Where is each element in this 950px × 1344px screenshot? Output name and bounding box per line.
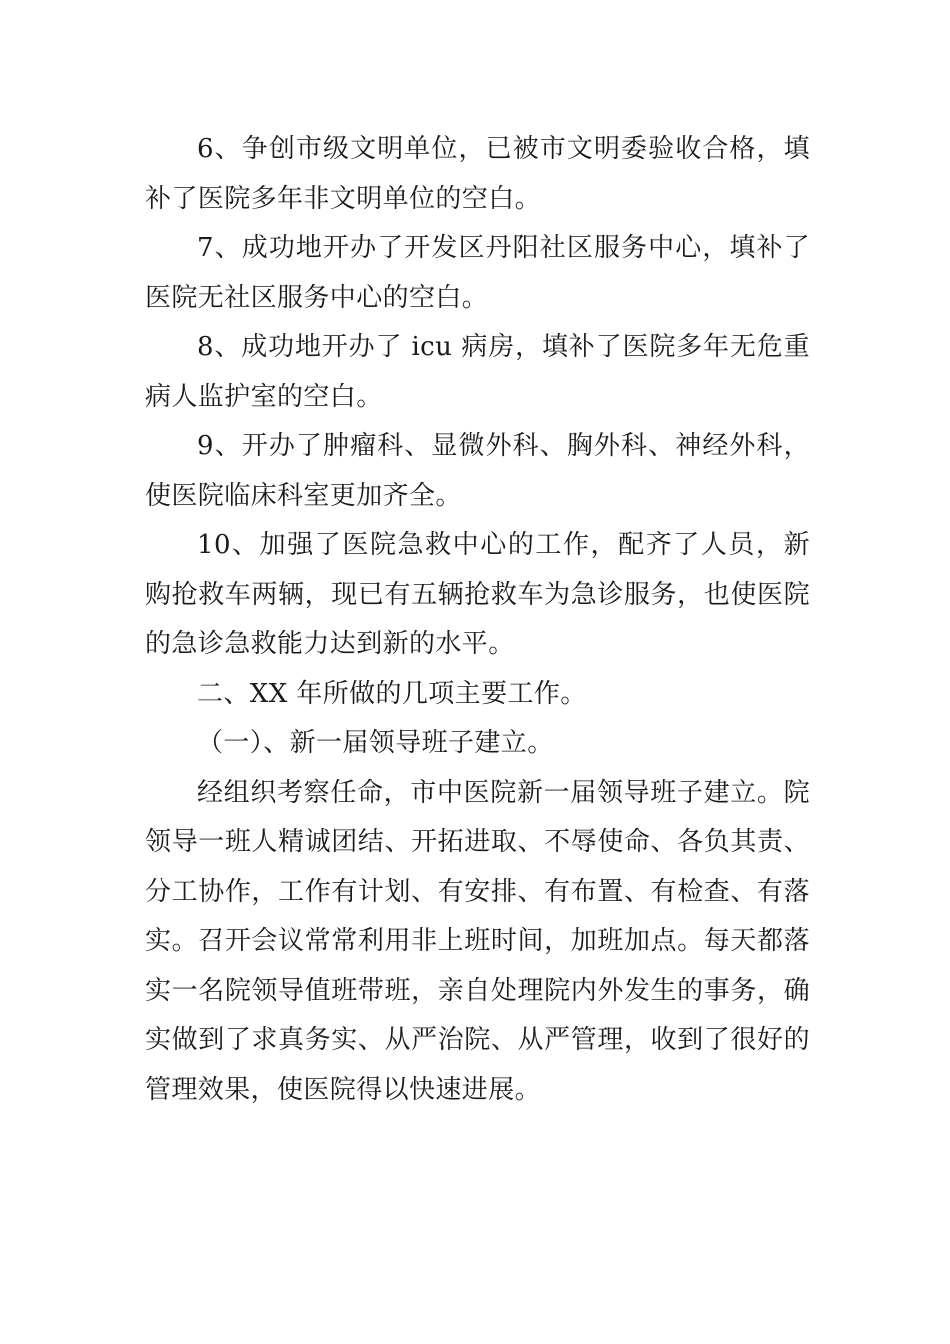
body-paragraph: 经组织考察任命，市中医院新一届领导班子建立。院领导一班人精诚团结、开拓进取、不辱使命、各负其责、分工协作，工作有计划、有安排、有布置、有检查、有落实。召开会议常常利用非上班时间，加班加点。每天都落实一名院领导值班带班，亲自处理院内外发生的事务，确实做到了求真务实、从严治院、从严管理，收到了很好的管理效果，使医院得以快速进展。: [145, 777, 810, 1105]
paragraph-item-6: 6、争创市级文明单位，已被市文明委验收合格，填补了医院多年非文明单位的空白。: [145, 134, 810, 214]
paragraph-item-7: 7、成功地开办了开发区丹阳社区服务中心，填补了医院无社区服务中心的空白。: [145, 233, 810, 313]
section-heading: 二、XX 年所做的几项主要工作。: [197, 678, 587, 709]
paragraph-item-9: 9、开办了肿瘤科、显微外科、胸外科、神经外科，使医院临床科室更加齐全。: [145, 431, 810, 511]
paragraph-item-8: 8、成功地开办了 icu 病房，填补了医院多年无危重病人监护室的空白。: [145, 332, 810, 412]
paragraph-item-10: 10、加强了医院急救中心的工作，配齐了人员，新购抢救车两辆，现已有五辆抢救车为急诊服务，也使医院的急诊急救能力达到新的水平。: [145, 530, 810, 659]
subsection-heading: （一）、新一届领导班子建立。: [197, 728, 554, 758]
document-body: [145, 125, 810, 1115]
